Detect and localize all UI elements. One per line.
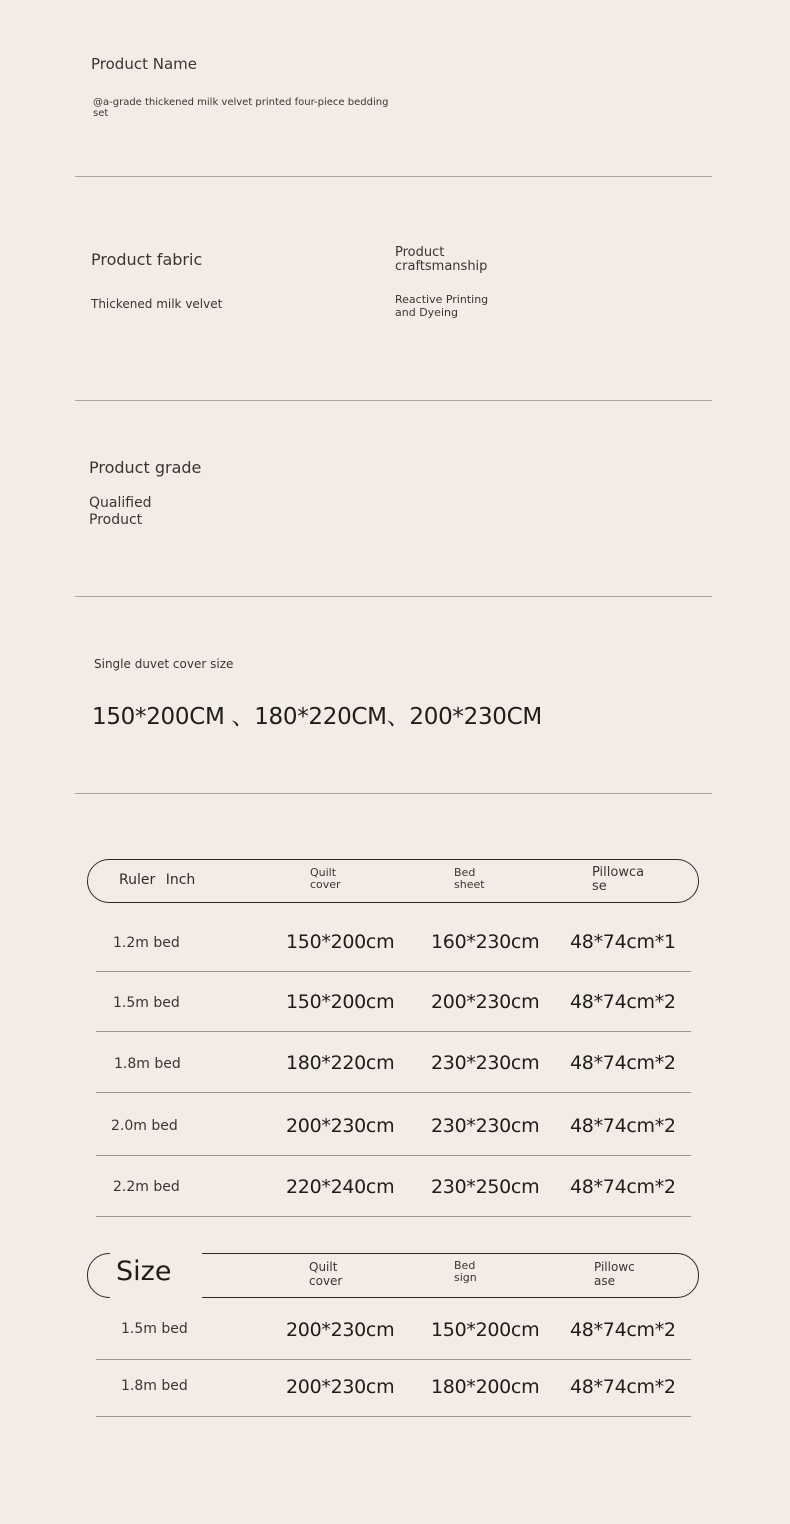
craftsmanship-value-line1: Reactive Printing bbox=[395, 293, 489, 306]
row-divider bbox=[96, 1031, 691, 1032]
divider bbox=[75, 793, 712, 794]
product-name-value bbox=[93, 97, 388, 119]
table2-header-bed bbox=[454, 1260, 477, 1284]
table2-row-bed: 1.5m bed bbox=[121, 1321, 188, 1337]
craftsmanship-label-line1: Product bbox=[395, 245, 445, 260]
table2-header-bed-line2: sign bbox=[454, 1271, 477, 1284]
row-divider bbox=[96, 1216, 691, 1217]
table2-header-pillow-line1: Pillowc bbox=[594, 1260, 635, 1274]
table1-header-bed-line1: Bed bbox=[454, 866, 476, 879]
table1-row-pillow: 48*74cm*2 bbox=[570, 1176, 676, 1198]
table1-header-quilt-line1: Quilt bbox=[310, 866, 337, 879]
table1-row-pillow: 48*74cm*1 bbox=[570, 931, 676, 953]
divider bbox=[75, 176, 712, 177]
row-divider bbox=[96, 1092, 691, 1093]
grade-value-line1: Qualified bbox=[89, 495, 152, 511]
table2-row-pillow: 48*74cm*2 bbox=[570, 1376, 676, 1398]
table1-row-bed: 2.0m bed bbox=[111, 1118, 178, 1134]
row-divider bbox=[96, 1155, 691, 1156]
table2-header-quilt-line1: Quilt bbox=[309, 1260, 338, 1274]
craftsmanship-value bbox=[395, 293, 488, 319]
table1-header-pillow bbox=[592, 866, 644, 894]
table1-row-pillow: 48*74cm*2 bbox=[570, 991, 676, 1013]
table1-row-sheet: 160*230cm bbox=[431, 931, 540, 953]
table1-row-quilt: 200*230cm bbox=[286, 1115, 395, 1137]
table1-header-bed bbox=[454, 867, 485, 891]
duvet-size-value: 150*200CM 、180*220CM、200*230CM bbox=[92, 704, 542, 730]
table1-row-sheet: 230*230cm bbox=[431, 1115, 540, 1137]
table1-header-quilt-line2: cover bbox=[310, 878, 341, 891]
craftsmanship-label bbox=[395, 246, 487, 274]
table2-header-size: Size bbox=[116, 1256, 172, 1287]
fabric-label: Product fabric bbox=[91, 250, 203, 269]
table2-row-sheet: 180*200cm bbox=[431, 1376, 540, 1398]
table1-row-bed: 1.8m bed bbox=[114, 1056, 181, 1072]
divider bbox=[75, 400, 712, 401]
table2-header-pillow bbox=[594, 1260, 635, 1288]
table1-row-sheet: 230*250cm bbox=[431, 1176, 540, 1198]
table2-row-quilt: 200*230cm bbox=[286, 1376, 395, 1398]
table1-header-bed-line2: sheet bbox=[454, 878, 485, 891]
table1-row-quilt: 180*220cm bbox=[286, 1052, 395, 1074]
table1-row-bed: 1.5m bed bbox=[113, 995, 180, 1011]
table2-header-quilt bbox=[309, 1260, 342, 1288]
grade-value-line2: Product bbox=[89, 512, 143, 528]
table1-row-quilt: 150*200cm bbox=[286, 931, 395, 953]
table1-row-quilt: 220*240cm bbox=[286, 1176, 395, 1198]
grade-label: Product grade bbox=[89, 458, 202, 477]
table1-row-sheet: 200*230cm bbox=[431, 991, 540, 1013]
table2-header-pillow-line2: ase bbox=[594, 1274, 615, 1288]
table1-row-bed: 2.2m bed bbox=[113, 1179, 180, 1195]
table1-header-pillow-line1: Pillowca bbox=[592, 865, 645, 880]
table2-header-bed-line1: Bed bbox=[454, 1259, 476, 1272]
product-name-value-line2: set bbox=[93, 108, 109, 119]
table2-row-bed: 1.8m bed bbox=[121, 1378, 188, 1394]
table1-header-inch: Inch bbox=[165, 872, 196, 888]
fabric-value: Thickened milk velvet bbox=[91, 297, 223, 311]
grade-value bbox=[89, 495, 152, 529]
row-divider bbox=[96, 971, 691, 972]
table1-row-quilt: 150*200cm bbox=[286, 991, 395, 1013]
product-name-label: Product Name bbox=[91, 55, 197, 73]
table1-row-pillow: 48*74cm*2 bbox=[570, 1052, 676, 1074]
row-divider bbox=[96, 1416, 691, 1417]
duvet-size-label: Single duvet cover size bbox=[94, 657, 234, 671]
table2-header-quilt-line2: cover bbox=[309, 1274, 343, 1288]
divider bbox=[75, 596, 712, 597]
craftsmanship-value-line2: and Dyeing bbox=[395, 306, 458, 319]
table1-row-pillow: 48*74cm*2 bbox=[570, 1115, 676, 1137]
row-divider bbox=[96, 1359, 691, 1360]
table1-header-quilt bbox=[310, 867, 341, 891]
table1-header-ruler-inch bbox=[119, 872, 195, 888]
table2-row-sheet: 150*200cm bbox=[431, 1319, 540, 1341]
product-name-value-line1: @a-grade thickened milk velvet printed four-piece bedding bbox=[93, 97, 389, 108]
table2-row-pillow: 48*74cm*2 bbox=[570, 1319, 676, 1341]
table1-row-bed: 1.2m bed bbox=[113, 935, 180, 951]
table1-row-sheet: 230*230cm bbox=[431, 1052, 540, 1074]
table2-row-quilt: 200*230cm bbox=[286, 1319, 395, 1341]
table1-header-ruler: Ruler bbox=[119, 872, 156, 888]
table1-header-pillow-line2: se bbox=[592, 879, 607, 894]
craftsmanship-label-line2: craftsmanship bbox=[395, 259, 488, 274]
